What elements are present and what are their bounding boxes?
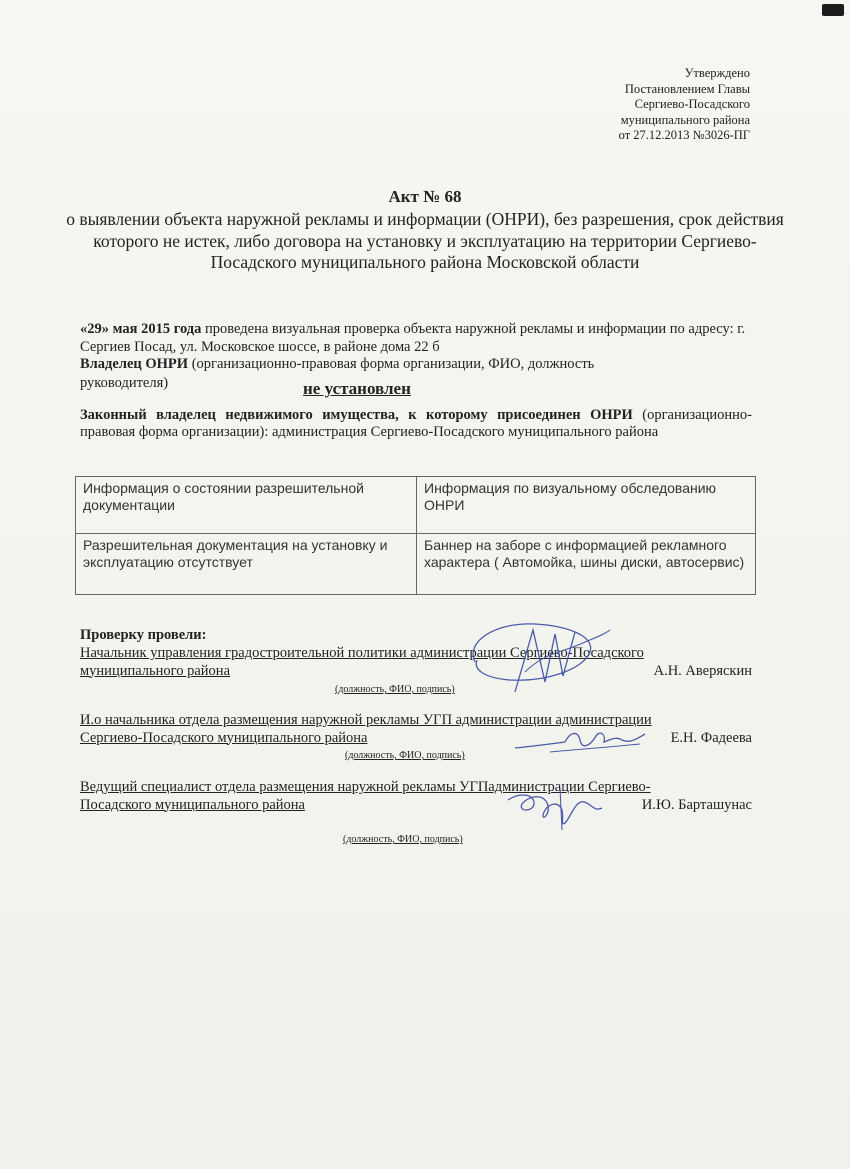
inspector-entry [80, 712, 752, 747]
inspector-name: А.Н. Аверяскин [653, 663, 752, 679]
owner-value: не установлен [303, 379, 411, 398]
table-cell: Разрешительная документация на установку и эксплуатацию отсутствует [76, 534, 417, 595]
act-subtitle: о выявлении объекта наружной рекламы и информации (ОНРИ), без разрешения, срок действия которого не истек, либо договора на установку и эксплуатацию на территории Сергиево-Посадского муниципального района Московской области [66, 209, 784, 272]
inspection-paragraph [80, 321, 752, 374]
owner-label: Владелец ОНРИ [80, 356, 189, 372]
lawful-owner-paragraph [80, 407, 752, 441]
inspection-text: проведена визуальная проверка объекта наружной рекламы и информации по адресу: г. Сергиев Посад, ул. Московское шоссе, в районе дома 22 б [80, 321, 746, 355]
inspector-entry [80, 645, 752, 680]
signature-fadeeva-icon [510, 722, 650, 762]
approval-line: Постановлением Главы [624, 81, 750, 96]
info-table [75, 476, 756, 595]
inspector-position-text: муниципального района [80, 662, 230, 679]
table-header-row [76, 477, 756, 534]
signature-bartashunas-icon [500, 782, 610, 832]
inspector-name: И.Ю. Барташунас [641, 797, 752, 813]
table-row [76, 534, 756, 595]
signature-caption: (должность, ФИО, подпись) [345, 750, 465, 761]
approval-stamp-text [619, 66, 750, 144]
signature-caption: (должность, ФИО, подпись) [335, 684, 455, 695]
table-header-cell: Информация о состоянии разрешительной документации [76, 477, 417, 534]
signature-caption: (должность, ФИО, подпись) [343, 834, 463, 845]
inspector-position: Начальник управления градостроительной политики администрации Сергиево-Посадского [80, 645, 644, 661]
act-number: Акт № 68 [388, 187, 462, 206]
approval-line: Сергиево-Посадского [634, 97, 750, 111]
scan-corner-mark [822, 4, 844, 16]
lawful-owner-text: (организационно-правовая форма организации): администрация Сергиево-Посадского муниципального района [80, 407, 753, 440]
approval-line: муниципального района [620, 112, 750, 127]
signature-averyaskin-icon [455, 612, 615, 702]
table-header-cell: Информация по визуальному обследованию ОНРИ [417, 477, 756, 534]
table-cell: Баннер на заборе с информацией рекламного характера ( Автомойка, шины диски, автосервис) [417, 534, 756, 595]
owner-description-cont: руководителя) [80, 375, 169, 391]
inspector-position-text: Посадского муниципального района [80, 796, 305, 813]
inspector-position: И.о начальника отдела размещения наружной рекламы УГП администрации администрации [80, 712, 652, 728]
approval-line: от 27.12.2013 №3026-ПГ [618, 128, 750, 142]
inspectors-heading: Проверку провели: [80, 627, 207, 643]
inspector-position: Ведущий специалист отдела размещения наружной рекламы УГПадминистрации Сергиево- [80, 779, 651, 795]
inspector-position-cont [80, 663, 740, 681]
inspector-entry [80, 779, 752, 814]
approval-line: Утверждено [684, 66, 750, 80]
lawful-owner-label: Законный владелец недвижимого имущества, к которому присоединен ОНРИ [80, 407, 633, 423]
inspector-position-text: Сергиево-Посадского муниципального района [80, 729, 368, 746]
owner-description: (организационно-правовая форма организации, ФИО, должность [188, 356, 595, 372]
inspection-date: «29» мая 2015 года [80, 321, 202, 337]
inspector-name: Е.Н. Фадеева [670, 730, 752, 746]
